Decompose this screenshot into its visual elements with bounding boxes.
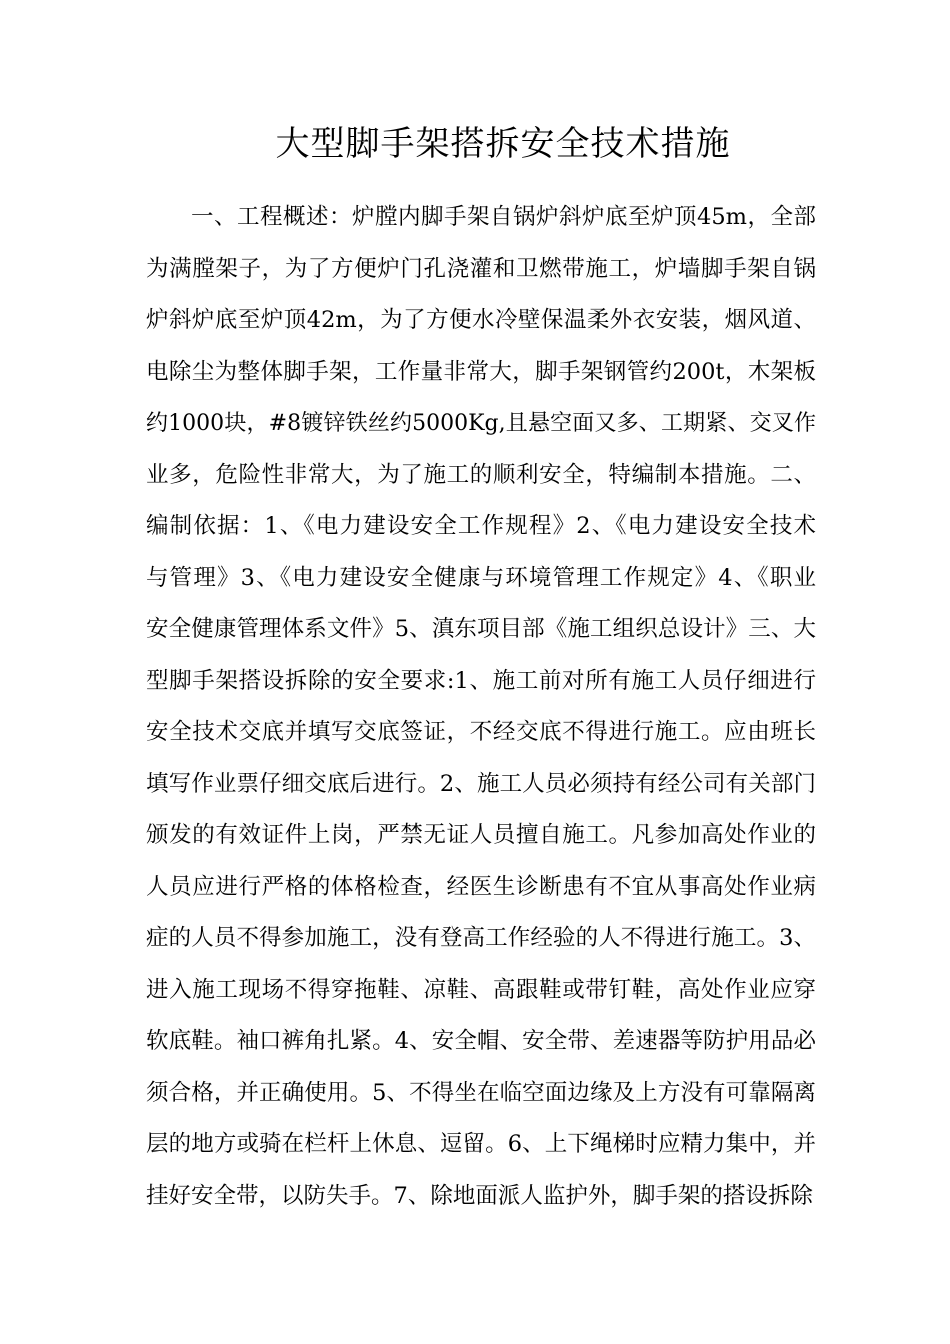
body-line: 型脚手架搭设拆除的安全要求:1、施工前对所有施工人员仔细进行 bbox=[146, 667, 816, 694]
body-line: 人员应进行严格的体格检查，经医生诊断患有不宜从事高处作业病 bbox=[146, 873, 816, 900]
body-line: 约1000块，#8镀锌铁丝约5000Kg,且悬空面又多、工期紧、交叉作 bbox=[146, 411, 816, 436]
body-line: 须合格，并正确使用。5、不得坐在临空面边缘及上方没有可靠隔离 bbox=[146, 1079, 816, 1106]
body-line: 安全技术交底并填写交底签证，不经交底不得进行施工。应由班长 bbox=[146, 719, 816, 745]
body-line: 挂好安全带，以防失手。7、除地面派人监护外，脚手架的搭设拆除 bbox=[146, 1182, 813, 1209]
body-line: 软底鞋。袖口裤角扎紧。4、安全帽、安全带、差速器等防护用品必 bbox=[146, 1028, 816, 1054]
body-line: 编制依据：1、《电力建设安全工作规程》2、《电力建设安全技术 bbox=[146, 513, 816, 539]
document-title: 大型脚手架搭拆安全技术措施 bbox=[275, 124, 731, 164]
body-line: 颁发的有效证件上岗，严禁无证人员擅自施工。凡参加高处作业的 bbox=[146, 822, 816, 848]
body-line: 安全健康管理体系文件》5、滇东项目部《施工组织总设计》三、大 bbox=[146, 616, 816, 642]
document-body bbox=[146, 192, 816, 1222]
body-line: 症的人员不得参加施工，没有登高工作经验的人不得进行施工。3、 bbox=[146, 925, 816, 951]
body-line: 一、工程概述：炉膛内脚手架自锅炉斜炉底至炉顶45m，全部 bbox=[191, 204, 816, 230]
body-line: 为满膛架子，为了方便炉门孔浇灌和卫燃带施工，炉墙脚手架自锅 bbox=[146, 255, 816, 282]
body-line: 炉斜炉底至炉顶42m，为了方便水冷壁保温柔外衣安装，烟风道、 bbox=[146, 307, 816, 333]
body-line: 层的地方或骑在栏杆上休息、逗留。6、上下绳梯时应精力集中，并 bbox=[146, 1131, 816, 1157]
body-line: 业多，危险性非常大，为了施工的顺利安全，特编制本措施。二、 bbox=[146, 461, 816, 488]
body-line: 电除尘为整体脚手架，工作量非常大，脚手架钢管约200t，木架板 bbox=[146, 358, 816, 385]
body-line: 与管理》3、《电力建设安全健康与环境管理工作规定》4、《职业 bbox=[146, 564, 816, 591]
body-line: 进入施工现场不得穿拖鞋、凉鞋、高跟鞋或带钉鞋，高处作业应穿 bbox=[146, 976, 816, 1003]
body-line: 填写作业票仔细交底后进行。2、施工人员必须持有经公司有关部门 bbox=[146, 770, 816, 797]
